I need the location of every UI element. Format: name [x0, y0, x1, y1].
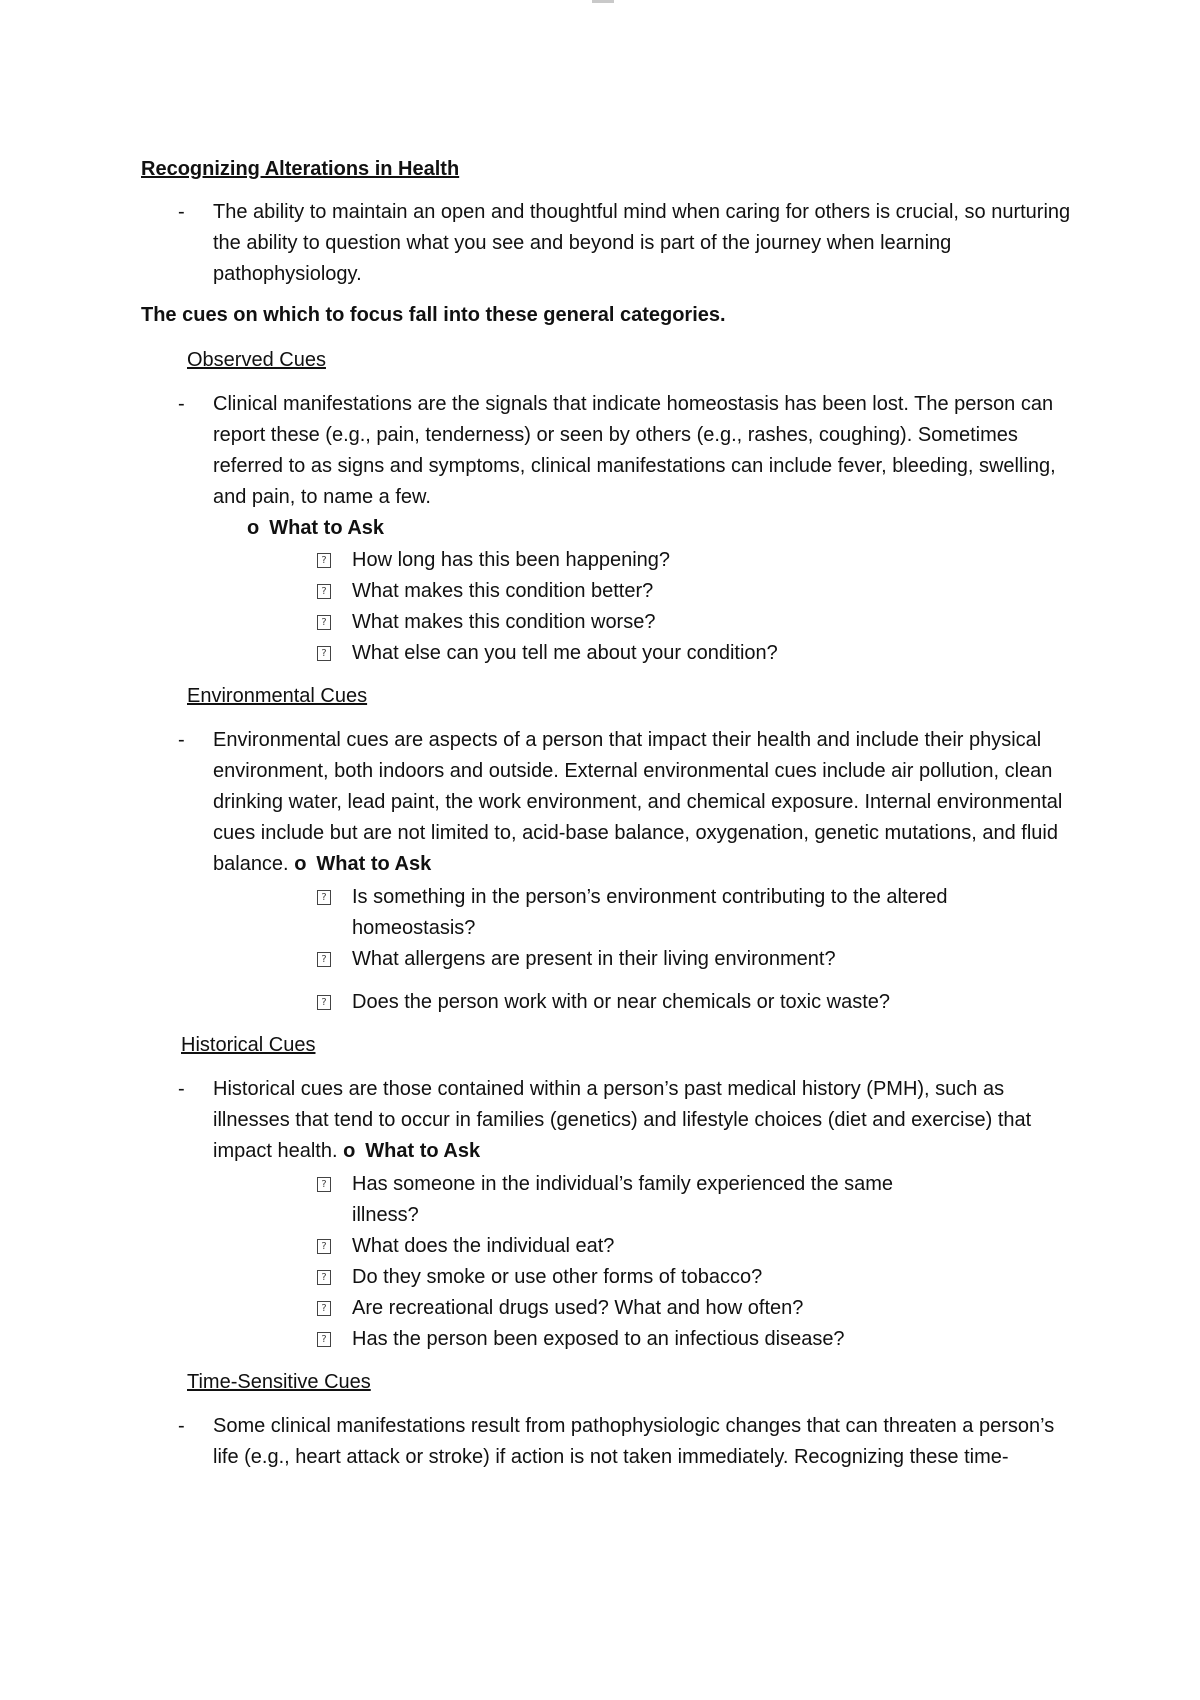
question-item — [317, 1262, 1071, 1293]
question-text: What does the individual eat? — [352, 1235, 615, 1257]
what-to-ask-label: What to Ask — [365, 1140, 481, 1162]
dash-bullet: - — [178, 393, 185, 415]
question-box-icon: ? — [317, 553, 331, 568]
question-item — [317, 576, 1071, 607]
time-sensitive-cues-paragraph — [141, 1411, 1071, 1473]
question-text: Is something in the person’s environment contributing to the altered homeostasis? — [352, 886, 948, 939]
question-text: Do they smoke or use other forms of tobacco? — [352, 1266, 763, 1288]
dash-bullet: - — [178, 201, 185, 223]
time-sensitive-cues-text: Some clinical manifestations result from pathophysiologic changes that can threaten a person’s life (e.g., heart attack or stroke) if action is not taken immediately. Recognizing these time- — [213, 1415, 1055, 1468]
historical-cues-text: Historical cues are those contained within a person’s past medical history (PMH), such as illnesses that tend to occur in families (genetics) and lifestyle choices (diet and exercise) that impact health. — [213, 1078, 1032, 1162]
question-text: How long has this been happening? — [352, 549, 671, 571]
categories-lead: The cues on which to focus fall into these general categories. — [141, 304, 726, 326]
observed-what-to-ask — [247, 513, 1071, 543]
question-item — [317, 638, 1071, 669]
question-item — [317, 607, 1071, 638]
historical-questions-list — [141, 1169, 1071, 1355]
question-text: Does the person work with or near chemicals or toxic waste? — [352, 991, 891, 1013]
question-item — [317, 1169, 1071, 1231]
question-box-icon: ? — [317, 1332, 331, 1347]
question-item — [317, 1324, 1071, 1355]
question-box-icon: ? — [317, 646, 331, 661]
question-item — [317, 1293, 1071, 1324]
question-box-icon: ? — [317, 890, 331, 905]
question-item — [317, 987, 1071, 1018]
what-to-ask-label: What to Ask — [269, 517, 385, 539]
question-text: Are recreational drugs used? What and how often? — [352, 1297, 804, 1319]
question-box-icon: ? — [317, 1177, 331, 1192]
historical-cues-heading: Historical Cues — [181, 1034, 316, 1056]
dash-bullet: - — [178, 729, 185, 751]
question-box-icon: ? — [317, 995, 331, 1010]
circle-bullet: o — [294, 853, 307, 875]
document-title: Recognizing Alterations in Health — [141, 158, 460, 180]
question-item — [317, 545, 1071, 576]
question-text: Has someone in the individual’s family experienced the same illness? — [352, 1173, 894, 1226]
page-top-mark — [592, 0, 614, 3]
observed-cues-paragraph — [141, 389, 1071, 513]
question-box-icon: ? — [317, 584, 331, 599]
question-box-icon: ? — [317, 1270, 331, 1285]
what-to-ask-label: What to Ask — [316, 853, 432, 875]
question-text: What makes this condition better? — [352, 580, 654, 602]
intro-paragraph — [141, 197, 1071, 290]
question-box-icon: ? — [317, 615, 331, 630]
question-item — [317, 882, 1071, 944]
question-box-icon: ? — [317, 1239, 331, 1254]
question-box-icon: ? — [317, 1301, 331, 1316]
environmental-questions-list — [141, 882, 1071, 1018]
question-box-icon: ? — [317, 952, 331, 967]
dash-bullet: - — [178, 1078, 185, 1100]
environmental-cues-heading: Environmental Cues — [187, 685, 368, 707]
question-text: What makes this condition worse? — [352, 611, 656, 633]
environmental-cues-text: Environmental cues are aspects of a person that impact their health and include their physical environment, both indoors and outside. External environmental cues include air pollution, clean drinking water, lead paint, the work environment, and chemical exposure. Internal environmental cues include but are not limited to, acid-base balance, oxygenation, genetic mutations, and fluid balance. — [213, 729, 1063, 875]
dash-bullet: - — [178, 1415, 185, 1437]
observed-cues-heading: Observed Cues — [187, 349, 326, 371]
historical-cues-paragraph — [141, 1074, 1071, 1167]
document-content — [141, 154, 1071, 1473]
question-item — [317, 944, 1071, 975]
question-text: What allergens are present in their living environment? — [352, 948, 836, 970]
question-text: What else can you tell me about your condition? — [352, 642, 778, 664]
question-text: Has the person been exposed to an infectious disease? — [352, 1328, 845, 1350]
environmental-cues-paragraph — [141, 725, 1071, 880]
circle-bullet: o — [343, 1140, 356, 1162]
circle-bullet: o — [247, 517, 260, 539]
time-sensitive-cues-heading: Time-Sensitive Cues — [187, 1371, 371, 1393]
question-item — [317, 1231, 1071, 1262]
intro-text: The ability to maintain an open and thoughtful mind when caring for others is crucial, so nurturing the ability to question what you see and beyond is part of the journey when learning pathophysiology. — [213, 201, 1071, 285]
observed-cues-text: Clinical manifestations are the signals that indicate homeostasis has been lost. The person can report these (e.g., pain, tenderness) or seen by others (e.g., rashes, coughing). Sometimes referred to as signs and symptoms, clinical manifestations can include fever, bleeding, swelling, and pain, to name a few. — [213, 393, 1056, 508]
observed-questions-list — [141, 545, 1071, 669]
